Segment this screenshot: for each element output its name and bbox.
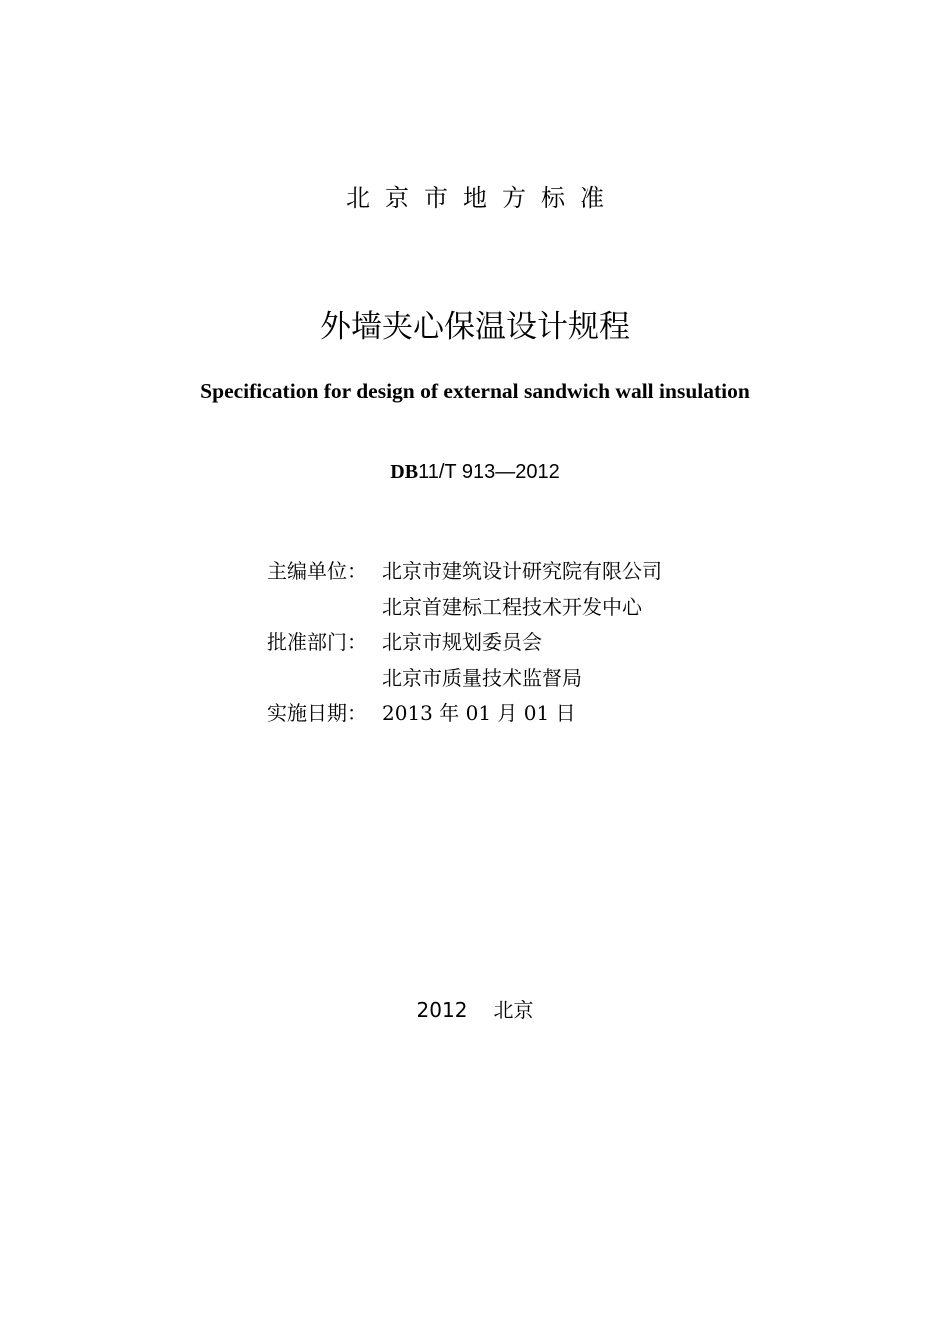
- standard-code: [0, 458, 950, 486]
- approver-value-2: 北京市质量技术监督局: [382, 665, 582, 690]
- document-title-chinese: 外墙夹心保温设计规程: [320, 309, 630, 345]
- effective-date-value: 2013 年 01 月 01 日: [382, 701, 576, 725]
- approver-row-1: [267, 625, 662, 661]
- editor-row-2: [267, 590, 662, 626]
- publication-city: 北京: [493, 998, 534, 1022]
- publication-info-block: [267, 554, 662, 732]
- publication-year: 2012: [416, 998, 468, 1022]
- editor-row-1: [267, 554, 662, 590]
- approver-value-1: 北京市规划委员会: [382, 630, 542, 654]
- editor-value-1: 北京市建筑设计研究院有限公司: [382, 559, 662, 583]
- approver-row-2: [267, 661, 662, 697]
- document-title-english: Specification for design of external sandwich wall insulation: [200, 379, 750, 403]
- editor-label: 主编单位：: [267, 559, 367, 583]
- standard-code-prefix: DB: [390, 461, 419, 483]
- publication-footer: [0, 995, 950, 1025]
- effective-date-label: 实施日期：: [267, 701, 367, 725]
- effective-date-row: [267, 696, 662, 732]
- editor-value-2: 北京首建标工程技术开发中心: [382, 594, 642, 619]
- approver-label: 批准部门：: [267, 630, 367, 654]
- document-category-header: 北京市地方标准: [346, 184, 619, 212]
- standard-code-number: 11/T 913—2012: [418, 461, 560, 483]
